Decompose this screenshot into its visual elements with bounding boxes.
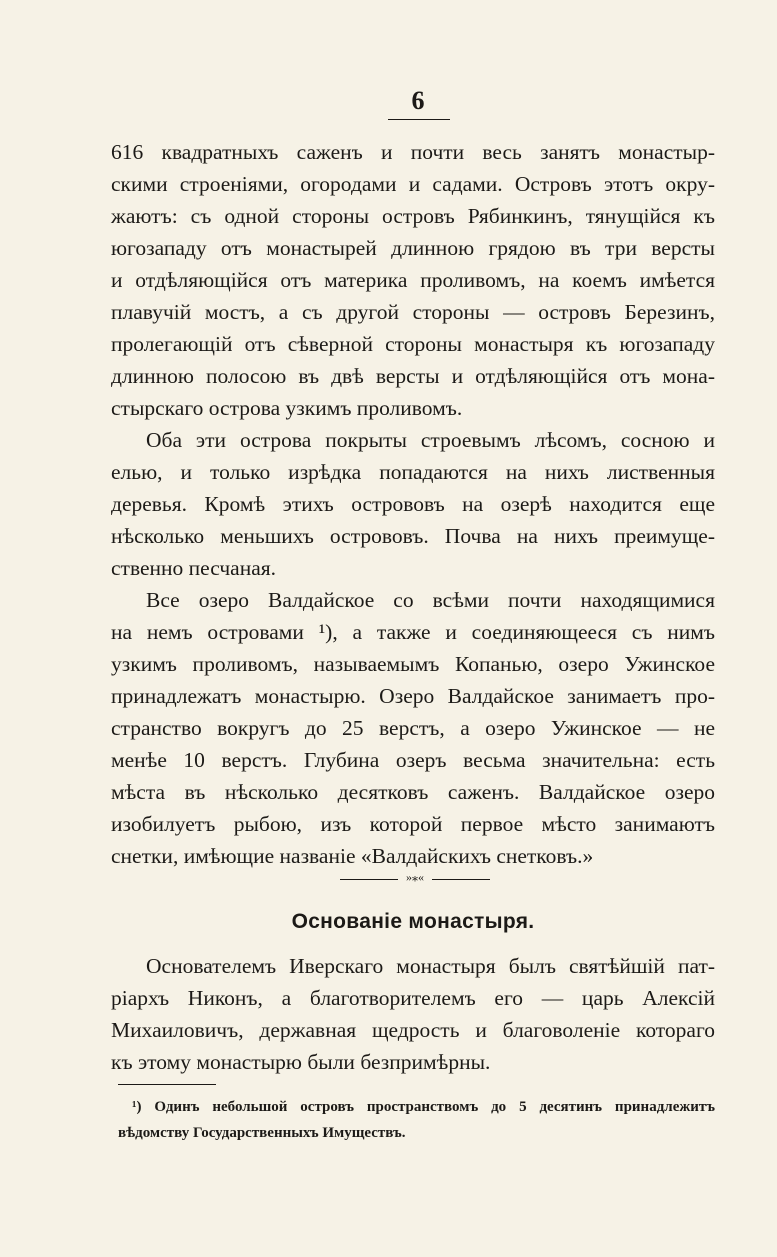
text-line: къ этому монастырю были безпримѣрны.	[111, 1050, 491, 1074]
text-line: изобилуетъ рыбою, изъ которой первое мѣсто занимаютъ	[111, 812, 715, 836]
text-line: плавучій мостъ, а съ другой стороны — островъ Березинъ,	[111, 300, 715, 324]
text-line: и отдѣляющійся отъ материка проливомъ, на коемъ имѣется	[111, 268, 715, 292]
text-line: скими строеніями, огородами и садами. Островъ этотъ окру-	[111, 172, 715, 196]
text-line: стырскаго острова узкимъ проливомъ.	[111, 396, 463, 420]
text-line: ріархъ Никонъ, а благотворителемъ его — царь Алексій	[111, 986, 715, 1010]
footnote-line: вѣдомству Государственныхъ Имуществъ.	[118, 1125, 406, 1141]
text-line: 616 квадратныхъ саженъ и почти весь занятъ монастыр-	[111, 140, 715, 164]
text-line: Все озеро Валдайское со всѣми почти находящимися	[146, 588, 715, 612]
text-line: снетки, имѣющие названіе «Валдайскихъ снетковъ.»	[111, 844, 594, 868]
text-line: пролегающій отъ сѣверной стороны монастыря къ югозападу	[111, 332, 715, 356]
text-line: деревья. Кромѣ этихъ острововъ на озерѣ находится еще	[111, 492, 715, 516]
text-line: Основателемъ Иверскаго монастыря былъ святѣйшій пат-	[146, 954, 715, 978]
text-line: нѣсколько меньшихъ острововъ. Почва на нихъ преимуще-	[111, 524, 715, 548]
text-line: принадлежатъ монастырю. Озеро Валдайское занимаетъ про-	[111, 684, 715, 708]
text-line: югозападу отъ монастырей длинною грядою въ три версты	[111, 236, 715, 260]
text-line: ственно песчаная.	[111, 556, 277, 580]
text-line: узкимъ проливомъ, называемымъ Копанью, озеро Ужинское	[111, 652, 715, 676]
text-line: Оба эти острова покрыты строевымъ лѣсомъ, сосною и	[146, 428, 715, 452]
text-line: странство вокругъ до 25 верстъ, а озеро Ужинское — не	[111, 716, 715, 740]
text-line: менѣе 10 верстъ. Глубина озеръ весьма значительна: есть	[111, 748, 715, 772]
text-line: мѣста въ нѣсколько десятковъ саженъ. Валдайское озеро	[111, 780, 715, 804]
footnote-line: ¹) Одинъ небольшой островъ пространствомъ до 5 десятинъ принадлежитъ	[132, 1099, 715, 1115]
footnote-rule	[118, 1084, 216, 1085]
section-heading: Основаніе монастыря.	[291, 910, 535, 933]
header-rule	[388, 119, 450, 120]
page-number: 6	[411, 86, 425, 115]
ornament-glyph: »⁎«	[406, 870, 424, 884]
text-line: елью, и только изрѣдка попадаются на нихъ лиственныя	[111, 460, 715, 484]
text-line: жаютъ: съ одной стороны островъ Рябинкинъ, тянущійся къ	[111, 204, 715, 228]
text-line: длинною полосою въ двѣ версты и отдѣляющійся отъ мона-	[111, 364, 715, 388]
text-line: Михаиловичъ, державная щедрость и благоволеніе котораго	[111, 1018, 715, 1042]
ornamental-divider	[340, 870, 490, 884]
text-line: на немъ островами ¹), а также и соединяющееся съ нимъ	[111, 620, 715, 644]
